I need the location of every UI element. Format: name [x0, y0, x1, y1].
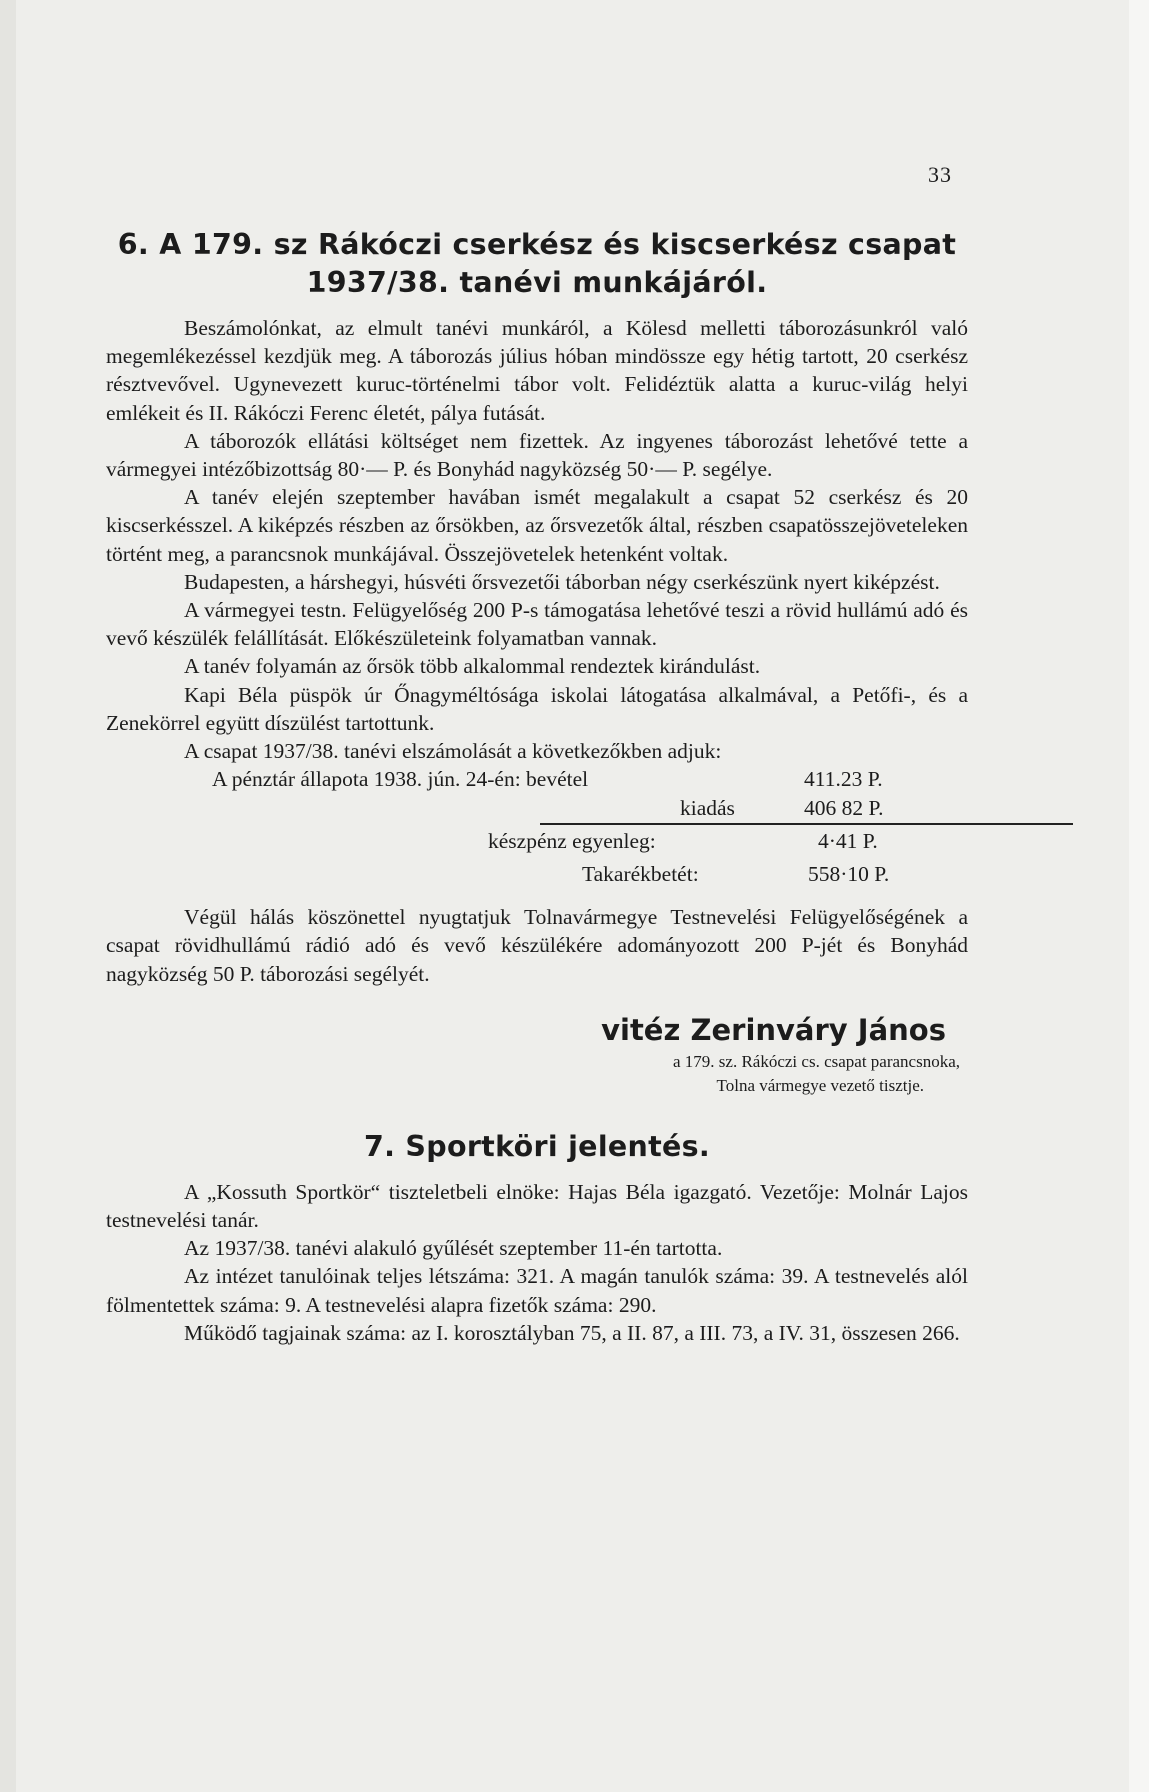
paragraph: A csapat 1937/38. tanévi elszámolását a következőkben adjuk: [184, 739, 722, 764]
section-6-closing [106, 903, 968, 988]
section-6-body [106, 314, 968, 765]
paragraph: Az 1937/38. tanévi alakuló gyűlését szeptember 11-én tartotta. [184, 1236, 723, 1261]
signature-title: a 179. sz. Rákóczi cs. csapat parancsnoka, [673, 1051, 960, 1071]
ledger-amount: 558·10 P. [808, 862, 890, 887]
signature-block [106, 1010, 968, 1098]
paragraph: A „Kossuth Sportkör“ tiszteletbeli elnöke: Hajas Béla igazgató. Vezetője: Molnár Lajos testnevelési tanár. [106, 1179, 968, 1233]
section-6-title [106, 226, 968, 302]
signature-name: vitéz Zerinváry János [601, 1012, 946, 1047]
ledger-amount: 411.23 P. [804, 767, 883, 792]
paragraph: Beszámolónkat, az elmult tanévi munkáról, a Kölesd melletti táborozásunkról való megemlékezéssel kezdjük meg. A táborozás július hóban mindössze egy hétig tartott, 20 cserkész résztvevővel. Ugynevezett kuruc-történelmi tábor volt. Felidéztük alatta a kuruc-világ helyi emlékeit és II. Rákóczi Ferenc életét, pálya futását. [106, 316, 968, 425]
cash-ledger [106, 765, 968, 887]
signature-subtitle: Tolna vármegye vezető tisztje. [716, 1075, 924, 1095]
section-7-body [106, 1178, 968, 1347]
paragraph: Kapi Béla püspök úr Őnagyméltósága iskolai látogatása alkalmával, a Petőfi-, és a Zenekörrel együtt díszülést tartottunk. [106, 682, 968, 735]
paragraph: A vármegyei testn. Felügyelőség 200 P-s támogatása lehetővé teszi a rövid hullámú adó és vevő készülék felállítását. Előkészületeink folyamatban vannak. [106, 598, 968, 651]
paragraph: Működő tagjainak száma: az I. korosztályban 75, a II. 87, a III. 73, a IV. 31, összesen 266. [184, 1320, 960, 1345]
paragraph: A tanév folyamán az őrsök több alkalommal rendeztek kirándulást. [184, 654, 761, 679]
ledger-row-expense [106, 794, 968, 823]
paragraph: Az intézet tanulóinak teljes létszáma: 321. A magán tanulók száma: 39. A testnevelés alól fölmentettek száma: 9. A testnevelési alapra fizetők száma: 290. [106, 1264, 968, 1317]
ledger-label: kiadás [680, 796, 735, 821]
ledger-row-income [106, 765, 968, 794]
section-6-title-line1: 6. A 179. sz Rákóczi cserkész és kiscserkész csapat [117, 228, 957, 261]
page-edge-left [0, 0, 16, 1792]
ledger-row-balance [106, 823, 968, 852]
page-edge-right [1129, 0, 1149, 1792]
paragraph: A tanév elején szeptember havában ismét megalakult a csapat 52 cserkész és 20 kiscserkésszel. A kiképzés részben az őrsökben, az őrsvezetők által, részben csapatösszejöveteleken történt meg, a parancsnok munkájával. Összejövetelek hetenként voltak. [106, 485, 968, 566]
ledger-rule [540, 823, 1073, 825]
paragraph: A táborozók ellátási költséget nem fizettek. Az ingyenes táborozást lehetővé tette a vármegyei intézőbizottság 80·— P. és Bonyhád nagyközség 50·— P. segélye. [106, 428, 968, 482]
ledger-label: A pénztár állapota 1938. jún. 24-én: bevétel [212, 767, 589, 792]
ledger-row-savings [106, 852, 968, 887]
section-7-title: 7. Sportköri jelentés. [363, 1129, 711, 1163]
ledger-amount: 406 82 P. [804, 796, 884, 821]
page-content [106, 226, 968, 1347]
page-number: 33 [928, 162, 952, 187]
paragraph: Végül hálás köszönettel nyugtatjuk Tolnavármegye Testnevelési Felügyelőségének a csapat rövidhullámú rádió adó és vevő készülékére adományozott 200 P-jét és Bonyhád nagyközség 50 P. táborozási segélyét. [106, 905, 968, 986]
paragraph: Budapesten, a hárshegyi, húsvéti őrsvezetői táborban négy cserkészünk nyert kiképzést. [184, 569, 940, 594]
ledger-amount: 4·41 P. [818, 829, 878, 854]
ledger-label: Takarékbetét: [582, 862, 699, 887]
section-6-title-line2: 1937/38. tanévi munkájáról. [306, 266, 768, 299]
ledger-label: készpénz egyenleg: [488, 829, 656, 854]
